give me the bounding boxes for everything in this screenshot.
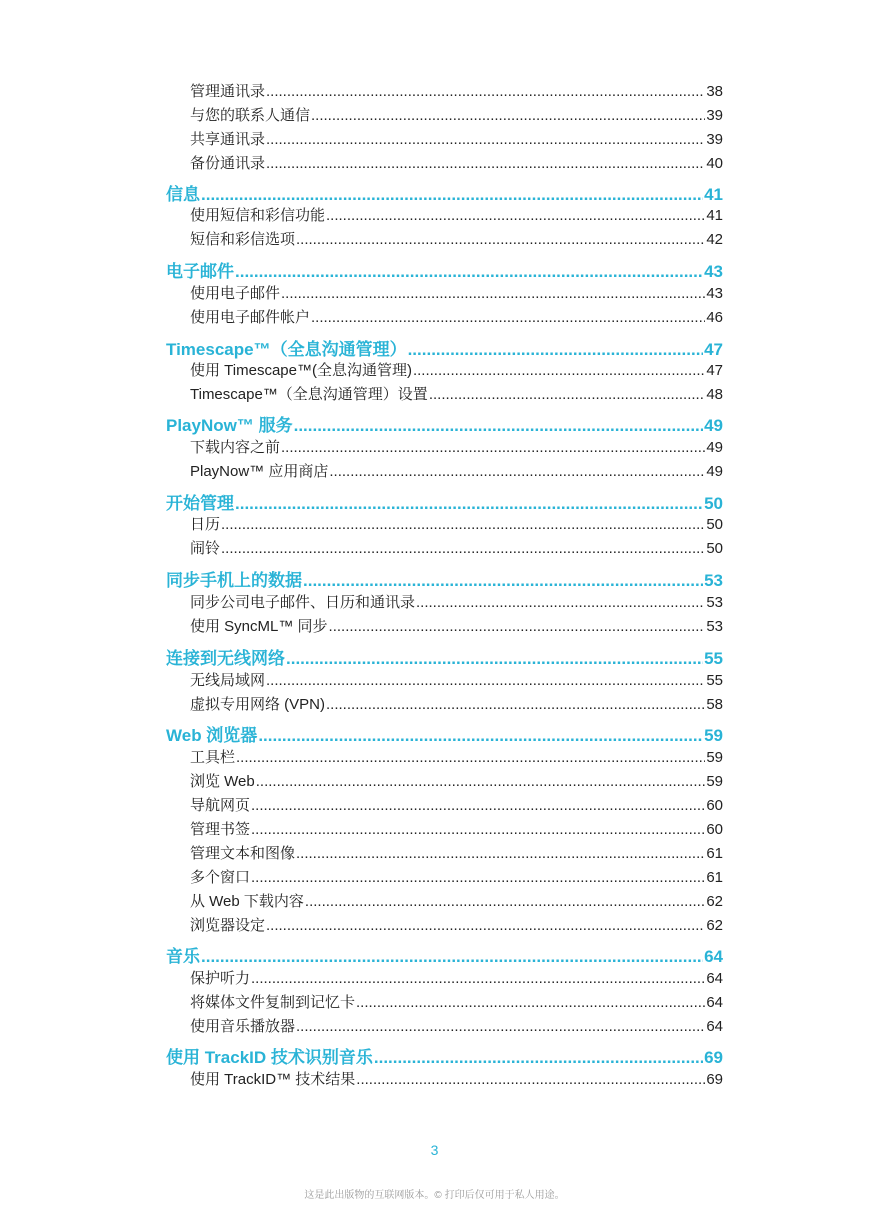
toc-leader-dots: [311, 107, 705, 124]
toc-entry-title: 共享通讯录: [190, 131, 266, 148]
toc-section-entry[interactable]: [166, 489, 723, 514]
toc-leader-dots: [201, 947, 703, 967]
toc-entry-page: 41: [706, 207, 723, 224]
toc-entry-title: 同步手机上的数据: [166, 571, 302, 590]
toc-leader-dots: [256, 773, 706, 790]
footer-note: 这是此出版物的互联网版本。© 打印后仅可用于私人用途。: [304, 1190, 565, 1201]
toc-item-entry[interactable]: [190, 967, 723, 988]
toc-entry-page: 43: [704, 262, 723, 281]
toc-leader-dots: [296, 231, 705, 248]
toc-leader-dots: [266, 155, 705, 172]
toc-entry-page: 53: [706, 618, 723, 635]
toc-entry-title: 信息: [166, 185, 200, 204]
toc-entry-title: 使用电子邮件: [190, 285, 281, 302]
toc-entry-page: 39: [706, 131, 723, 148]
toc-leader-dots: [281, 285, 705, 302]
toc-entry-title: 管理通讯录: [190, 83, 266, 100]
toc-item-entry[interactable]: [190, 80, 723, 101]
toc-item-entry[interactable]: [190, 228, 723, 249]
toc-entry-title: 使用 Timescape™(全息沟通管理): [190, 362, 412, 379]
toc-entry-page: 53: [706, 594, 723, 611]
toc-entry-page: 39: [706, 107, 723, 124]
toc-item-entry[interactable]: [190, 152, 723, 173]
toc-leader-dots: [266, 131, 705, 148]
toc-entry-page: 48: [706, 386, 723, 403]
toc-leader-dots: [251, 821, 705, 838]
toc-entry-title: 使用电子邮件帐户: [190, 309, 311, 326]
toc-item-entry[interactable]: [190, 842, 723, 863]
toc-leader-dots: [235, 494, 703, 514]
toc-leader-dots: [429, 386, 706, 403]
toc-entry-page: 61: [706, 845, 723, 862]
toc-entry-title: 与您的联系人通信: [190, 107, 311, 124]
toc-leader-dots: [286, 649, 703, 669]
toc-entry-title: 使用 TrackID™ 技术结果: [190, 1071, 356, 1088]
toc-entry-page: 64: [706, 994, 723, 1011]
toc-leader-dots: [326, 207, 705, 224]
toc-entry-page: 41: [704, 185, 723, 204]
toc-leader-dots: [413, 362, 705, 379]
toc-entry-page: 64: [704, 947, 723, 966]
toc-item-entry[interactable]: [190, 866, 723, 887]
toc-entry-title: Timescape™（全息沟通管理）: [166, 340, 407, 359]
toc-entry-title: 开始管理: [166, 494, 234, 513]
toc-entry-page: 59: [704, 726, 723, 745]
toc-item-entry[interactable]: [190, 383, 723, 404]
toc-item-entry[interactable]: [190, 615, 723, 636]
toc-entry-page: 69: [704, 1048, 723, 1067]
toc-leader-dots: [329, 618, 706, 635]
toc-entry-title: 保护听力: [190, 970, 251, 987]
toc-leader-dots: [251, 797, 705, 814]
toc-leader-dots: [311, 309, 705, 326]
toc-entry-title: PlayNow™ 服务: [166, 416, 293, 435]
toc-entry-title: 工具栏: [190, 749, 236, 766]
toc-leader-dots: [221, 516, 705, 533]
toc-entry-title: 音乐: [166, 947, 200, 966]
toc-entry-page: 40: [706, 155, 723, 172]
toc-item-entry[interactable]: [190, 1068, 723, 1089]
toc-entry-page: 50: [706, 540, 723, 557]
toc-section-entry[interactable]: [166, 721, 723, 746]
toc-entry-title: 备份通讯录: [190, 155, 266, 172]
toc-entry-page: 59: [706, 773, 723, 790]
toc-item-entry[interactable]: [190, 460, 723, 481]
toc-section-entry[interactable]: [166, 644, 723, 669]
toc-item-entry[interactable]: [190, 770, 723, 791]
toc-entry-title: 多个窗口: [190, 869, 251, 886]
toc-entry-page: 58: [706, 696, 723, 713]
toc-leader-dots: [374, 1048, 703, 1068]
toc-entry-title: 同步公司电子邮件、日历和通讯录: [190, 594, 416, 611]
toc-leader-dots: [408, 340, 704, 360]
toc-entry-title: 电子邮件: [166, 262, 234, 281]
toc-entry-title: 虚拟专用网络 (VPN): [190, 696, 326, 713]
toc-leader-dots: [251, 970, 705, 987]
toc-entry-title: 无线局域网: [190, 672, 266, 689]
toc-entry-page: 60: [706, 797, 723, 814]
toc-leader-dots: [296, 1018, 705, 1035]
toc-entry-title: 使用音乐播放器: [190, 1018, 296, 1035]
toc-leader-dots: [281, 439, 705, 456]
toc-entry-title: 管理书签: [190, 821, 251, 838]
toc-leader-dots: [326, 696, 705, 713]
toc-entry-title: PlayNow™ 应用商店: [190, 463, 329, 480]
toc-item-entry[interactable]: [190, 104, 723, 125]
toc-item-entry[interactable]: [190, 991, 723, 1012]
toc-item-entry[interactable]: [190, 537, 723, 558]
toc-entry-page: 46: [706, 309, 723, 326]
toc-entry-title: 从 Web 下载内容: [190, 893, 304, 910]
toc-item-entry[interactable]: [190, 513, 723, 534]
toc-item-entry[interactable]: [190, 1015, 723, 1036]
toc-leader-dots: [236, 749, 705, 766]
toc-entry-page: 55: [706, 672, 723, 689]
toc-leader-dots: [235, 262, 703, 282]
toc-entry-page: 61: [706, 869, 723, 886]
toc-item-entry[interactable]: [190, 669, 723, 690]
toc-entry-page: 50: [706, 516, 723, 533]
toc-entry-page: 38: [706, 83, 723, 100]
toc-leader-dots: [305, 893, 705, 910]
toc-entry-title: 将媒体文件复制到记忆卡: [190, 994, 356, 1011]
toc-entry-page: 49: [706, 439, 723, 456]
toc-item-entry[interactable]: [190, 693, 723, 714]
toc-item-entry[interactable]: [190, 746, 723, 767]
toc-entry-page: 47: [704, 340, 723, 359]
toc-entry-page: 49: [706, 463, 723, 480]
toc-leader-dots: [356, 994, 705, 1011]
toc-entry-title: 日历: [190, 516, 221, 533]
toc-entry-title: 使用短信和彩信功能: [190, 207, 326, 224]
toc-entry-page: 49: [704, 416, 723, 435]
toc-entry-page: 60: [706, 821, 723, 838]
toc-leader-dots: [296, 845, 705, 862]
toc-section-entry[interactable]: [166, 942, 723, 967]
toc-entry-page: 47: [706, 362, 723, 379]
toc-leader-dots: [266, 83, 705, 100]
toc-leader-dots: [416, 594, 705, 611]
toc-entry-title: 连接到无线网络: [166, 649, 285, 668]
toc-section-entry[interactable]: [166, 257, 723, 282]
toc-item-entry[interactable]: [190, 128, 723, 149]
toc-item-entry[interactable]: [190, 306, 723, 327]
toc-entry-title: Timescape™（全息沟通管理）设置: [190, 386, 428, 403]
toc-entry-title: 闹铃: [190, 540, 221, 557]
toc-item-entry[interactable]: [190, 591, 723, 612]
toc-entry-title: 短信和彩信选项: [190, 231, 296, 248]
toc-section-entry[interactable]: [166, 566, 723, 591]
toc-entry-page: 55: [704, 649, 723, 668]
toc-item-entry[interactable]: [190, 914, 723, 935]
toc-item-entry[interactable]: [190, 204, 723, 225]
toc-entry-page: 64: [706, 970, 723, 987]
toc-entry-title: 浏览器设定: [190, 917, 266, 934]
toc-leader-dots: [303, 571, 703, 591]
toc-entry-title: 浏览 Web: [190, 773, 255, 790]
toc-entry-page: 43: [706, 285, 723, 302]
toc-leader-dots: [201, 185, 703, 205]
toc-entry-page: 64: [706, 1018, 723, 1035]
toc-entry-page: 62: [706, 917, 723, 934]
toc-leader-dots: [294, 416, 703, 436]
toc-item-entry[interactable]: [190, 890, 723, 911]
toc-leader-dots: [266, 917, 705, 934]
toc-item-entry[interactable]: [190, 282, 723, 303]
toc-section-entry[interactable]: [166, 1043, 723, 1068]
toc-entry-title: 导航网页: [190, 797, 251, 814]
toc-entry-title: Web 浏览器: [166, 726, 258, 745]
toc-leader-dots: [258, 726, 703, 746]
toc-item-entry[interactable]: [190, 436, 723, 457]
toc-leader-dots: [266, 672, 705, 689]
toc-entry-title: 下载内容之前: [190, 439, 281, 456]
toc-entry-page: 42: [706, 231, 723, 248]
toc-entry-title: 使用 SyncML™ 同步: [190, 618, 328, 635]
toc-section-entry[interactable]: [166, 180, 723, 205]
toc-item-entry[interactable]: [190, 794, 723, 815]
toc-entry-page: 69: [706, 1071, 723, 1088]
toc-entry-page: 50: [704, 494, 723, 513]
toc-leader-dots: [356, 1071, 705, 1088]
toc-entry-title: 管理文本和图像: [190, 845, 296, 862]
toc-leader-dots: [251, 869, 705, 886]
toc-entry-page: 53: [704, 571, 723, 590]
toc-entry-page: 59: [706, 749, 723, 766]
page-number: 3: [430, 1142, 439, 1158]
toc-item-entry[interactable]: [190, 359, 723, 380]
toc-section-entry[interactable]: [166, 335, 723, 360]
toc-leader-dots: [221, 540, 705, 557]
toc-entry-page: 62: [706, 893, 723, 910]
toc-leader-dots: [329, 463, 705, 480]
toc-item-entry[interactable]: [190, 818, 723, 839]
toc-entry-title: 使用 TrackID 技术识别音乐: [166, 1048, 373, 1067]
toc-section-entry[interactable]: [166, 411, 723, 436]
